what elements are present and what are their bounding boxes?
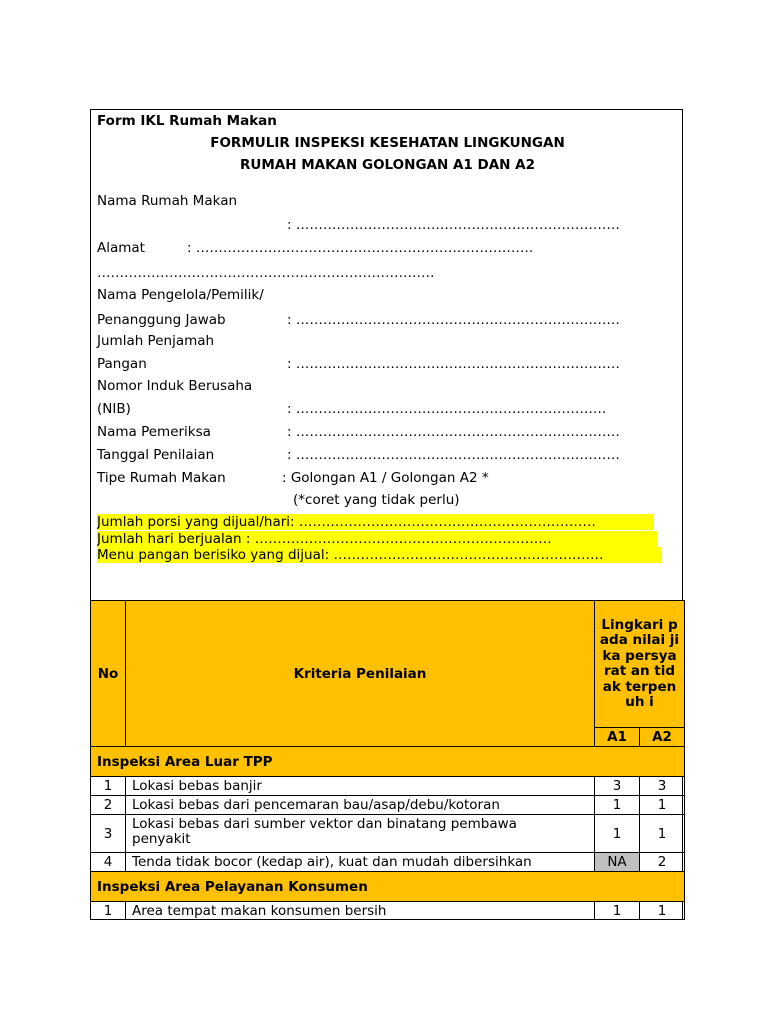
row-score-a1[interactable]: 3 bbox=[594, 776, 640, 796]
form-title-line1: FORMULIR INSPEKSI KESEHATAN LINGKUNGAN bbox=[210, 135, 565, 151]
label-tanggal: Tanggal Penilaian bbox=[97, 447, 215, 463]
row-score-a1[interactable]: 1 bbox=[594, 901, 640, 920]
row-score-a2[interactable]: 2 bbox=[639, 852, 685, 872]
row-score-a2[interactable]: 1 bbox=[639, 814, 685, 853]
row-no: 1 bbox=[90, 776, 126, 796]
label-pengelola-line2: Penanggung Jawab bbox=[97, 312, 226, 328]
section-area-luar-tpp: Inspeksi Area Luar TPP bbox=[90, 746, 685, 777]
row-score-a2[interactable]: 3 bbox=[639, 776, 685, 796]
label-penjamah-line2: Pangan bbox=[97, 356, 147, 372]
field-tipe[interactable]: : Golongan A1 / Golongan A2 * bbox=[282, 470, 489, 486]
row-score-a1[interactable]: 1 bbox=[594, 814, 640, 853]
label-nama-rumah-makan: Nama Rumah Makan bbox=[97, 193, 238, 209]
row-kriteria: Area tempat makan konsumen bersih bbox=[125, 901, 595, 920]
row-kriteria: Tenda tidak bocor (kedap air), kuat dan mudah dibersihkan bbox=[125, 852, 595, 872]
table-header-kriteria: Kriteria Penilaian bbox=[125, 600, 595, 747]
field-jumlah-porsi[interactable]: Jumlah porsi yang dijual/hari: ………………………………………………………… bbox=[97, 514, 654, 530]
label-tipe: Tipe Rumah Makan bbox=[97, 470, 226, 486]
section-area-pelayanan-konsumen: Inspeksi Area Pelayanan Konsumen bbox=[90, 871, 685, 902]
table-header-no: No bbox=[90, 600, 126, 747]
row-no: 3 bbox=[90, 814, 126, 853]
row-kriteria: Lokasi bebas banjir bbox=[125, 776, 595, 796]
row-kriteria bbox=[125, 814, 595, 853]
field-alamat[interactable]: : ………………………………………………………………… bbox=[187, 240, 534, 256]
field-alamat-line2[interactable]: ………………………………………………………………… bbox=[97, 265, 435, 281]
field-pengelola[interactable]: : ……………………………………………………………… bbox=[287, 312, 620, 328]
row-score-a2[interactable]: 1 bbox=[639, 795, 685, 815]
field-pemeriksa[interactable]: : ……………………………………………………………… bbox=[287, 424, 620, 440]
tipe-note: (*coret yang tidak perlu) bbox=[293, 492, 460, 508]
row-kriteria-text: Lokasi bebas dari sumber vektor dan binatang pembawa penyakit bbox=[132, 816, 517, 847]
label-nib-line2: (NIB) bbox=[97, 401, 131, 417]
row-score-a1[interactable]: 1 bbox=[594, 795, 640, 815]
row-score-a1-na: NA bbox=[594, 852, 640, 872]
field-jumlah-hari[interactable]: Jumlah hari berjualan : ………………………………………………………… bbox=[97, 531, 657, 547]
form-title-line2: RUMAH MAKAN GOLONGAN A1 DAN A2 bbox=[239, 157, 536, 173]
table-header-a1: A1 bbox=[594, 727, 640, 747]
label-nib-line1: Nomor Induk Berusaha bbox=[97, 378, 253, 394]
field-nib[interactable]: : …………………………………………………………… bbox=[287, 401, 607, 417]
row-kriteria: Lokasi bebas dari pencemaran bau/asap/debu/kotoran bbox=[125, 795, 595, 815]
label-pengelola-line1: Nama Pengelola/Pemilik/ bbox=[97, 287, 264, 303]
row-score-a2[interactable]: 1 bbox=[639, 901, 685, 920]
form-sheet bbox=[90, 109, 683, 919]
table-header-lingkari-text: Lingkari pada nilai jika persyarat an tidak terpenuh i bbox=[599, 616, 680, 710]
field-nama-rumah-makan[interactable]: : ……………………………………………………………… bbox=[287, 217, 620, 233]
label-penjamah-line1: Jumlah Penjamah bbox=[97, 333, 215, 349]
table-header-lingkari bbox=[594, 600, 685, 728]
field-penjamah[interactable]: : ……………………………………………………………… bbox=[287, 356, 620, 372]
row-no: 1 bbox=[90, 901, 126, 920]
label-pemeriksa: Nama Pemeriksa bbox=[97, 424, 211, 440]
field-tanggal[interactable]: : ……………………………………………………………… bbox=[287, 447, 620, 463]
field-menu-berisiko[interactable]: Menu pangan berisiko yang dijual: …………………………………………………… bbox=[97, 547, 662, 563]
form-label: Form IKL Rumah Makan bbox=[97, 113, 277, 129]
table-header-a2: A2 bbox=[639, 727, 685, 747]
label-alamat: Alamat bbox=[97, 240, 145, 256]
row-no: 2 bbox=[90, 795, 126, 815]
row-no: 4 bbox=[90, 852, 126, 872]
